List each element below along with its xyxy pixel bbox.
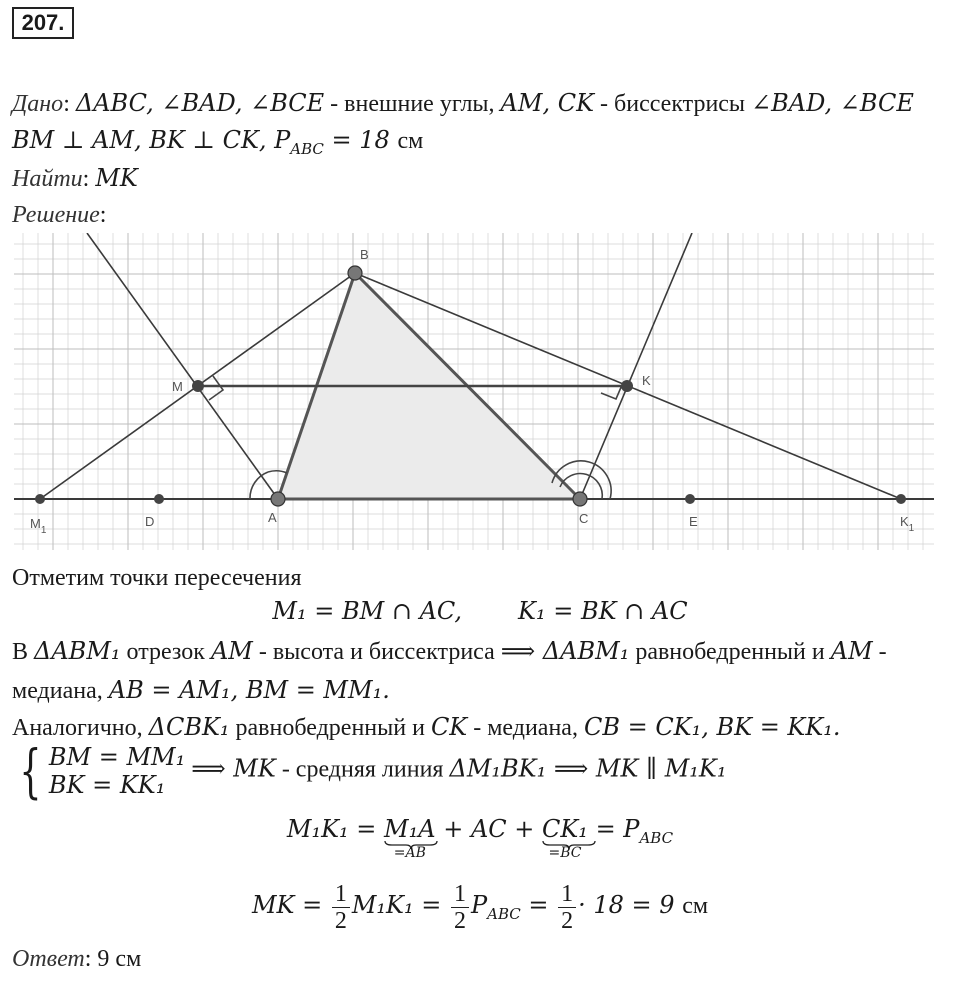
- given-text: - внешние углы,: [324, 91, 501, 117]
- point-k: [621, 380, 633, 392]
- label-k: K: [642, 373, 651, 388]
- system-row-1: BM = MM₁: [48, 743, 186, 771]
- problem-number: 207.: [12, 7, 74, 39]
- given-angles: ∠BAD, ∠BCE: [751, 89, 914, 117]
- answer-line: [12, 944, 141, 974]
- underbrace-ck1: CK₁ =BC: [542, 815, 588, 843]
- geometry-figure: [14, 233, 934, 550]
- system-row-2: BK = KK₁: [48, 771, 166, 799]
- given-perpendiculars: BM ⊥ AM, BK ⊥ CK, P: [12, 126, 291, 154]
- body-line-4: медиана, AB = AM₁, BM = MM₁.: [12, 676, 390, 704]
- body-line-3: В ΔABM₁ отрезок AM - высота и биссектриса ⟹ ΔABM₁ равнобедренный и AM -: [12, 637, 887, 665]
- label-m: M: [172, 379, 183, 394]
- find-line: Найти: MK: [12, 164, 138, 192]
- solution-line: Решение:: [12, 202, 107, 228]
- find-value: MK: [95, 164, 138, 192]
- label-c: C: [579, 511, 589, 526]
- intersection-equations: [0, 597, 960, 626]
- label-e: E: [689, 514, 698, 529]
- equation-system: [12, 737, 186, 805]
- fraction-2: $\frac{1}{2}$: [451, 881, 469, 934]
- given-bisectors: AM, CK: [500, 89, 595, 117]
- fraction-1: $\frac{1}{2}$: [332, 881, 350, 934]
- perimeter-subscript: ABC: [290, 139, 324, 158]
- point-c: [573, 492, 587, 506]
- bisector-am: [87, 233, 278, 499]
- perimeter-unit: см: [397, 128, 424, 154]
- label-a: A: [268, 510, 277, 525]
- angle-arc-a: [250, 472, 268, 499]
- solution-label: Решение: [12, 202, 100, 228]
- label-d: D: [145, 514, 155, 529]
- answer-value: : 9 см: [84, 946, 142, 972]
- eq-m1: M₁ = BM ∩ AC,: [272, 597, 463, 625]
- point-k1: [896, 494, 906, 504]
- eq-k1: K₁ = BK ∩ AC: [518, 597, 688, 625]
- bisector-ck: [580, 233, 692, 499]
- given-triangle-angles: ΔABC, ∠BAD, ∠BCE: [75, 89, 325, 117]
- label-m1: $M_1$: [30, 516, 47, 536]
- perimeter-value: = 18: [323, 126, 398, 154]
- answer-label: Ответ: [12, 946, 85, 972]
- point-d: [154, 494, 164, 504]
- point-m: [192, 380, 204, 392]
- final-equation: MK = $\frac{1}{2}$ M₁K₁ = $\frac{1}{2}$ $P_{ABC}$ = $\frac{1}{2}$ · 18 = 9 см: [251, 881, 709, 934]
- fraction-3: $\frac{1}{2}$: [558, 881, 576, 934]
- given-text-2: - биссектрисы: [594, 91, 752, 117]
- point-b: [348, 266, 362, 280]
- system-brace: {: [19, 737, 42, 805]
- underbrace-m1a: M₁A =AB: [384, 815, 436, 861]
- right-angle-m: [209, 376, 223, 400]
- given-line-2: [12, 125, 423, 164]
- system-line: { BM = MM₁ BK = KK₁ ⟹ MK - средняя линия ΔM₁BK₁ ⟹ MK ∥ M₁K₁: [12, 742, 726, 800]
- label-k1: $K_1$: [900, 514, 915, 534]
- label-b: B: [360, 247, 369, 262]
- given-label: Дано: [12, 91, 64, 117]
- point-m1: [35, 494, 45, 504]
- mark-points-text: Отметим точки пересечения: [12, 565, 302, 591]
- perimeter-equation: M₁K₁ = M₁A =AB + AC + CK₁ =BC = $P_{ABC}$: [286, 815, 674, 861]
- given-line-1: Дано: ΔABC, ∠BAD, ∠BCE - внешние углы, AM, CK - биссектрисы ∠BAD, ∠BCE: [12, 89, 914, 117]
- point-a: [271, 492, 285, 506]
- find-label: Найти: [12, 166, 83, 192]
- body-line-5: Аналогично, ΔCBK₁ равнобедренный и CK - медиана, CB = CK₁, BK = KK₁.: [12, 713, 841, 741]
- point-e: [685, 494, 695, 504]
